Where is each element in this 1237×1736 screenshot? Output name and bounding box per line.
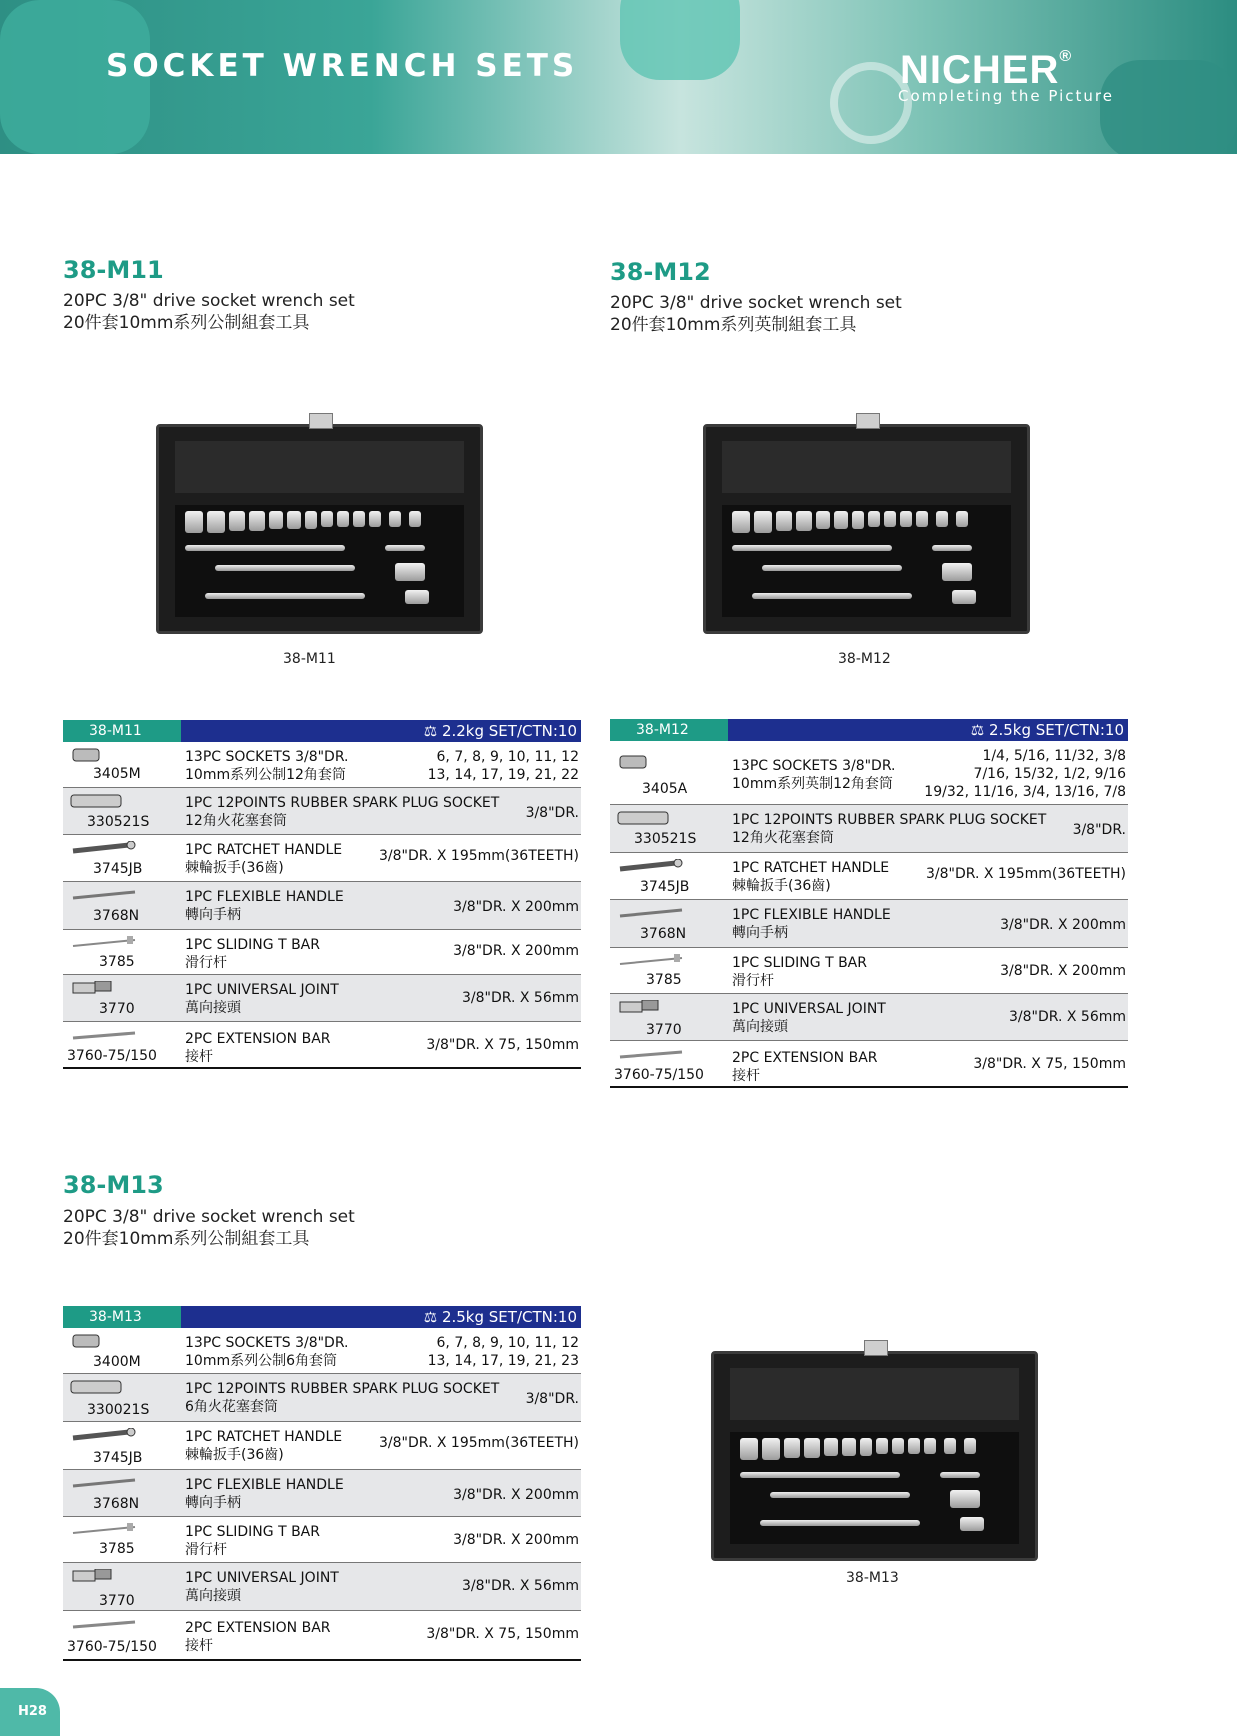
brand-name: NICHER	[900, 48, 1060, 92]
table-row	[610, 994, 1128, 1041]
ratchet-handle-icon	[69, 1428, 139, 1442]
case-tray	[175, 505, 464, 617]
description-zh: 20件套10mm系列英制組套工具	[610, 315, 857, 335]
header-banner	[0, 0, 1237, 154]
part-size: 3/8"DR. X 56mm	[461, 1578, 579, 1594]
part-name-en: 1PC FLEXIBLE HANDLE	[732, 907, 891, 923]
part-name-en: 1PC FLEXIBLE HANDLE	[185, 1477, 344, 1493]
part-size: 6, 7, 8, 9, 10, 11, 12 13, 14, 17, 19, 21, 23	[427, 1335, 579, 1369]
brand-tagline: Completing the Picture	[898, 87, 1114, 105]
part-name-en: 1PC SLIDING T BAR	[185, 937, 320, 953]
part-name-zh: 萬向接頭	[732, 1019, 788, 1035]
case-lid	[175, 441, 464, 493]
spark-plug-socket-icon	[69, 794, 139, 808]
part-size: 3/8"DR. X 200mm	[453, 943, 579, 959]
table-row	[63, 1470, 581, 1517]
part-size: 3/8"DR. X 195mm(36TEETH)	[379, 1435, 579, 1451]
part-name	[185, 936, 320, 972]
part-size: 1/4, 5/16, 11/32, 3/8 7/16, 15/32, 1/2, 9/16 19/32, 11/16, 3/4, 13/16, 7/8	[924, 748, 1126, 800]
table-row	[63, 1517, 581, 1563]
table-row	[63, 1611, 581, 1661]
part-name-en: 1PC SLIDING T BAR	[185, 1524, 320, 1540]
spec-table-code: 38-M12	[610, 719, 728, 741]
part-name-en: 1PC 12POINTS RUBBER SPARK PLUG SOCKET	[185, 795, 500, 811]
part-number: 3770	[646, 1022, 682, 1038]
table-row	[63, 1328, 581, 1374]
part-name	[185, 1030, 331, 1066]
part-name-zh: 轉向手柄	[185, 907, 241, 923]
product-model: 38-M13	[63, 1171, 164, 1199]
product-case-image	[156, 424, 483, 634]
universal-joint-icon	[69, 1569, 139, 1583]
description-zh: 20件套10mm系列公制組套工具	[63, 313, 310, 333]
page-title: SOCKET WRENCH SETS	[106, 48, 579, 84]
part-size: 3/8"DR.	[1072, 822, 1126, 838]
part-name-en: 1PC RATCHET HANDLE	[185, 842, 343, 858]
ratchet-handle-icon	[616, 859, 686, 873]
universal-joint-icon	[69, 981, 139, 995]
table-row	[63, 882, 581, 930]
product-model: 38-M11	[63, 256, 164, 284]
part-name-en: 1PC FLEXIBLE HANDLE	[185, 889, 344, 905]
part-size: 3/8"DR. X 195mm(36TEETH)	[379, 848, 579, 864]
part-name	[732, 954, 867, 990]
image-caption: 38-M13	[846, 1570, 899, 1586]
case-tray	[722, 505, 1011, 617]
spark-plug-socket-icon	[616, 811, 686, 825]
case-lid	[722, 441, 1011, 493]
table-row	[63, 1422, 581, 1470]
spark-plug-socket-icon	[69, 1380, 139, 1394]
table-row	[610, 741, 1128, 805]
part-number: 3768N	[93, 908, 140, 924]
description-en: 20PC 3/8" drive socket wrench set	[63, 1207, 355, 1227]
part-name-zh: 10mm系列英制12角套筒	[732, 776, 893, 792]
part-number: 3760-75/150	[614, 1067, 704, 1083]
part-name-zh: 接杆	[185, 1638, 213, 1654]
table-row	[63, 1563, 581, 1611]
spec-table-header	[63, 1306, 581, 1328]
part-name-zh: 10mm系列公制12角套筒	[185, 767, 346, 783]
part-name-zh: 萬向接頭	[185, 1588, 241, 1604]
part-name-zh: 10mm系列公制6角套筒	[185, 1353, 337, 1369]
product-description	[63, 290, 355, 334]
part-name	[185, 1523, 320, 1559]
part-name	[185, 981, 339, 1017]
spec-table	[63, 1306, 581, 1661]
part-name-zh: 滑行杆	[185, 955, 227, 971]
part-size: 3/8"DR. X 200mm	[453, 1532, 579, 1548]
table-row	[63, 1374, 581, 1422]
extension-bar-icon	[69, 1617, 139, 1631]
part-number: 3745JB	[93, 1450, 143, 1466]
scale-icon: ⚖	[423, 1308, 442, 1326]
case-lid	[730, 1368, 1019, 1420]
case-tray	[730, 1432, 1019, 1544]
part-name-en: 13PC SOCKETS 3/8"DR.	[185, 749, 349, 765]
part-number: 3405A	[642, 781, 688, 797]
part-name-en: 1PC 12POINTS RUBBER SPARK PLUG SOCKET	[185, 1381, 500, 1397]
part-name-en: 1PC SLIDING T BAR	[732, 955, 867, 971]
part-number: 3745JB	[93, 861, 143, 877]
table-row	[63, 788, 581, 835]
part-name-zh: 轉向手柄	[185, 1495, 241, 1511]
part-name	[185, 1569, 339, 1605]
part-size: 3/8"DR. X 75, 150mm	[426, 1037, 579, 1053]
puzzle-shape	[620, 0, 740, 80]
part-name-en: 1PC UNIVERSAL JOINT	[732, 1001, 886, 1017]
sliding-t-bar-icon	[69, 936, 139, 950]
description-en: 20PC 3/8" drive socket wrench set	[610, 293, 902, 313]
part-name-zh: 滑行杆	[732, 973, 774, 989]
part-number: 330521S	[634, 831, 697, 847]
scale-icon: ⚖	[970, 721, 989, 739]
spec-table-code: 38-M11	[63, 720, 181, 742]
spec-table-header	[63, 720, 581, 742]
part-size: 3/8"DR. X 195mm(36TEETH)	[926, 866, 1126, 882]
part-size: 3/8"DR. X 200mm	[1000, 917, 1126, 933]
weight-value: 2.2kg SET/CTN:10	[441, 722, 577, 740]
part-name	[732, 1049, 878, 1085]
part-name-zh: 萬向接頭	[185, 1000, 241, 1016]
spec-table	[63, 720, 581, 1069]
socket-icon	[69, 1334, 139, 1348]
part-name-zh: 接杆	[732, 1068, 760, 1084]
image-caption: 38-M11	[283, 651, 336, 667]
part-number: 3400M	[93, 1354, 141, 1370]
part-number: 3745JB	[640, 879, 690, 895]
part-name-en: 13PC SOCKETS 3/8"DR.	[732, 758, 896, 774]
part-name	[732, 859, 889, 895]
part-name	[185, 1334, 349, 1370]
part-name-en: 2PC EXTENSION BAR	[732, 1050, 878, 1066]
product-description	[610, 292, 902, 336]
part-name-en: 2PC EXTENSION BAR	[185, 1031, 331, 1047]
registered-mark: ®	[1059, 48, 1073, 65]
table-row	[63, 835, 581, 882]
table-row	[63, 930, 581, 975]
part-number: 330021S	[87, 1402, 150, 1418]
product-case-image	[711, 1351, 1038, 1561]
page-number: H28	[18, 1704, 47, 1719]
socket-icon	[69, 748, 139, 762]
part-number: 3768N	[93, 1496, 140, 1512]
part-number: 3768N	[640, 926, 687, 942]
part-number: 3785	[646, 972, 682, 988]
ratchet-handle-icon	[69, 841, 139, 855]
part-number: 3785	[99, 1541, 135, 1557]
part-size: 3/8"DR. X 200mm	[1000, 963, 1126, 979]
part-number: 3770	[99, 1593, 135, 1609]
sliding-t-bar-icon	[69, 1523, 139, 1537]
part-name-zh: 滑行杆	[185, 1542, 227, 1558]
part-name-zh: 棘輪扳手(36齒)	[185, 1447, 284, 1463]
part-name	[732, 1000, 886, 1036]
part-name	[732, 906, 891, 942]
part-name-zh: 6角火花塞套筒	[185, 1399, 278, 1415]
weight-value: 2.5kg SET/CTN:10	[441, 1308, 577, 1326]
description-zh: 20件套10mm系列公制組套工具	[63, 1229, 310, 1249]
part-name-zh: 12角火花塞套筒	[732, 830, 834, 846]
part-size: 6, 7, 8, 9, 10, 11, 12 13, 14, 17, 19, 21, 22	[427, 749, 579, 783]
part-name-en: 1PC UNIVERSAL JOINT	[185, 982, 339, 998]
part-name	[185, 841, 342, 877]
table-row	[610, 900, 1128, 948]
flexible-handle-icon	[69, 888, 139, 902]
part-name	[185, 748, 349, 784]
part-name-en: 2PC EXTENSION BAR	[185, 1620, 331, 1636]
universal-joint-icon	[616, 1000, 686, 1014]
weight-value: 2.5kg SET/CTN:10	[988, 721, 1124, 739]
spec-table-header	[610, 719, 1128, 741]
spec-table-code: 38-M13	[63, 1306, 181, 1328]
part-number: 3785	[99, 954, 135, 970]
product-case-image	[703, 424, 1030, 634]
part-name	[732, 811, 1046, 847]
part-name	[185, 1476, 344, 1512]
flexible-handle-icon	[616, 906, 686, 920]
extension-bar-icon	[616, 1047, 686, 1061]
table-row	[63, 975, 581, 1022]
case-latch	[856, 413, 880, 429]
part-name-en: 1PC 12POINTS RUBBER SPARK PLUG SOCKET	[732, 812, 1047, 828]
part-name	[185, 888, 344, 924]
table-row	[610, 805, 1128, 853]
part-name	[185, 794, 499, 830]
table-row	[610, 948, 1128, 994]
part-size: 3/8"DR. X 200mm	[453, 1487, 579, 1503]
part-name-zh: 棘輪扳手(36齒)	[185, 860, 284, 876]
product-description	[63, 1206, 355, 1250]
extension-bar-icon	[69, 1028, 139, 1042]
case-latch	[309, 413, 333, 429]
table-row	[63, 742, 581, 788]
part-size: 3/8"DR. X 75, 150mm	[426, 1626, 579, 1642]
part-name	[185, 1380, 499, 1416]
part-size: 3/8"DR. X 75, 150mm	[973, 1056, 1126, 1072]
part-name-zh: 12角火花塞套筒	[185, 813, 287, 829]
product-model: 38-M12	[610, 258, 711, 286]
part-size: 3/8"DR. X 56mm	[461, 990, 579, 1006]
description-en: 20PC 3/8" drive socket wrench set	[63, 291, 355, 311]
image-caption: 38-M12	[838, 651, 891, 667]
spec-table-weight	[181, 1306, 581, 1328]
table-row	[610, 853, 1128, 900]
puzzle-shape	[1100, 60, 1237, 154]
part-size: 3/8"DR.	[525, 805, 579, 821]
part-size: 3/8"DR.	[525, 1391, 579, 1407]
scale-icon: ⚖	[423, 722, 442, 740]
spec-table-weight	[181, 720, 581, 742]
part-number: 330521S	[87, 814, 150, 830]
table-row	[610, 1041, 1128, 1088]
case-latch	[864, 1340, 888, 1356]
spec-table-weight	[728, 719, 1128, 741]
part-name	[185, 1428, 342, 1464]
part-name-zh: 轉向手柄	[732, 925, 788, 941]
part-name-en: 13PC SOCKETS 3/8"DR.	[185, 1335, 349, 1351]
part-number: 3770	[99, 1001, 135, 1017]
part-name	[185, 1619, 331, 1655]
part-name-en: 1PC UNIVERSAL JOINT	[185, 1570, 339, 1586]
flexible-handle-icon	[69, 1476, 139, 1490]
spec-table	[610, 719, 1128, 1088]
part-name	[732, 757, 896, 793]
socket-icon	[616, 755, 686, 769]
part-name-en: 1PC RATCHET HANDLE	[185, 1429, 343, 1445]
part-number: 3405M	[93, 766, 141, 782]
part-number: 3760-75/150	[67, 1048, 157, 1064]
table-row	[63, 1022, 581, 1069]
sliding-t-bar-icon	[616, 954, 686, 968]
part-size: 3/8"DR. X 56mm	[1008, 1009, 1126, 1025]
part-number: 3760-75/150	[67, 1639, 157, 1655]
part-name-zh: 接杆	[185, 1049, 213, 1065]
part-name-zh: 棘輪扳手(36齒)	[732, 878, 831, 894]
part-size: 3/8"DR. X 200mm	[453, 899, 579, 915]
part-name-en: 1PC RATCHET HANDLE	[732, 860, 890, 876]
